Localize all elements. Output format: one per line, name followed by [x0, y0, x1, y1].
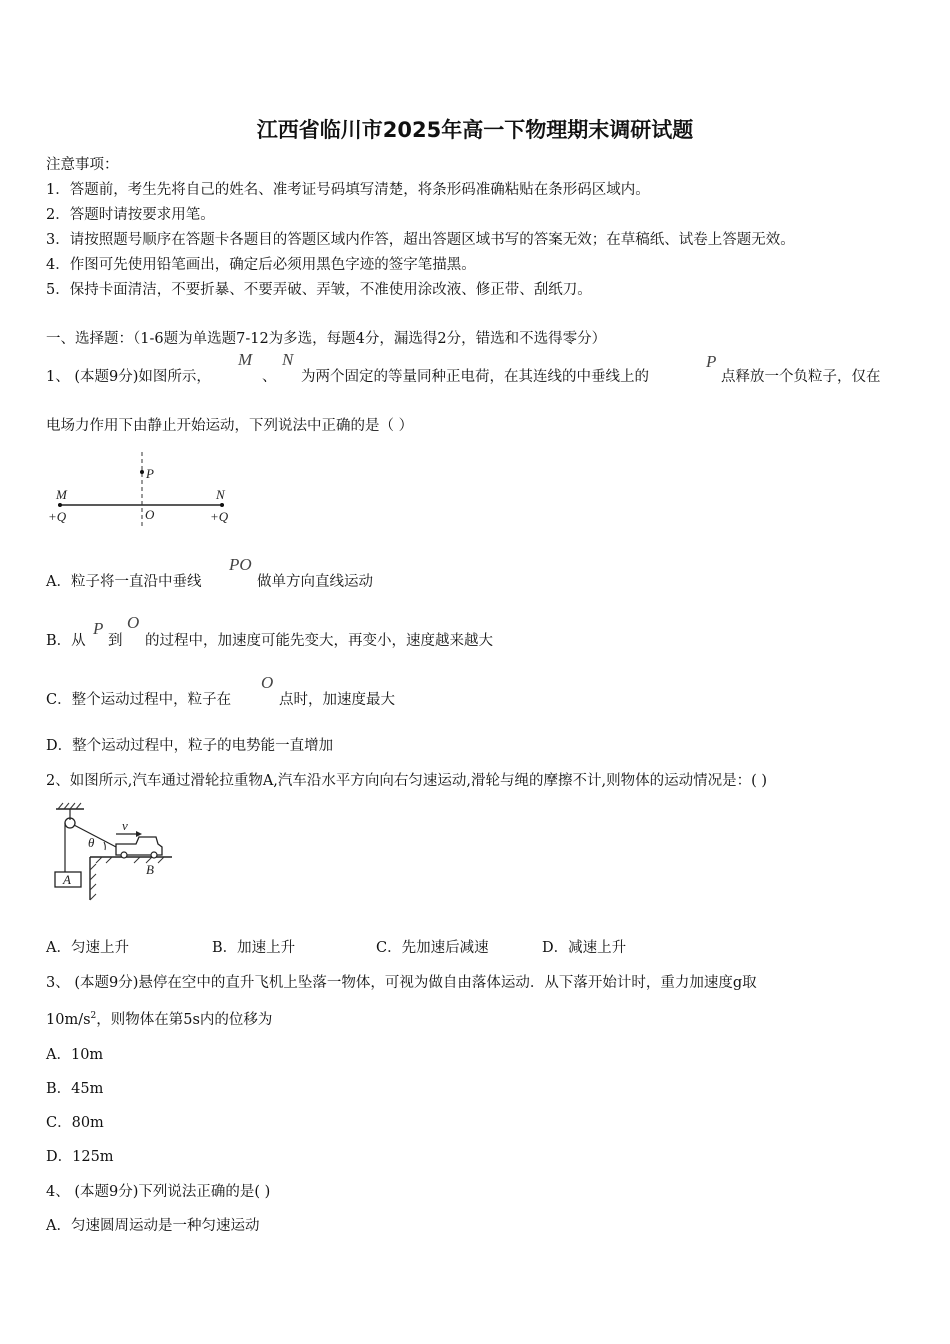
notice-item: 2．答题时请按要求用笔。 [46, 207, 215, 223]
q1-symbol-n: N [282, 350, 294, 369]
q3-option-c: C．80m [46, 1115, 104, 1131]
q3-stem-tail: ，则物体在第5s内的位移为 [96, 1012, 273, 1028]
q4-option-a: A．匀速圆周运动是一种匀速运动 [46, 1218, 260, 1234]
q4-stem: 4、 (本题9分)下列说法正确的是( ) [46, 1184, 271, 1200]
q3-stem-line1: 3、 (本题9分)悬停在空中的直升飞机上坠落一物体，可视为做自由落体运动．从下落开始计时，重力加速度g取 [46, 975, 757, 991]
q1-option-b-symbol-p: P [93, 619, 104, 638]
q3-option-d: D．125m [46, 1149, 114, 1165]
velocity-arrowhead [136, 831, 142, 837]
section-heading: 一、选择题：（1-6题为单选题7-12为多选，每题4分，漏选得2分，错选和不选得零分） [46, 331, 607, 347]
q2-option-d: D．减速上升 [542, 940, 627, 956]
q1-stem-part2: 为两个固定的等量同种正电荷，在其连线的中垂线上的 [301, 369, 649, 385]
label-theta: θ [88, 835, 95, 850]
q1-option-c-symbol-o: O [261, 673, 274, 692]
notice-item: 1．答题前，考生先将自己的姓名、准考证号码填写清楚，将条形码准确粘贴在条形码区域内。 [46, 182, 650, 198]
q1-option-b-part2: 到 [108, 633, 123, 649]
label-p: P [146, 466, 154, 481]
notice-item: 5．保持卡面清洁，不要折暴、不要弄破、弄皱，不准使用涂改液、修正带、刮纸刀。 [46, 282, 592, 298]
q1-figure [44, 448, 244, 534]
q1-stem-part1: 1、 (本题9分)如图所示， [46, 369, 211, 385]
q2-figure [46, 800, 176, 904]
label-v: v [122, 818, 128, 833]
q3-acceleration-value: 10m/s [46, 1012, 91, 1028]
charge-m-dot [58, 503, 62, 507]
notice-item: 4．作图可先使用铅笔画出，确定后必须用黑色字迹的签字笔描黑。 [46, 257, 476, 273]
label-charge-left: +Q [48, 509, 67, 524]
rope-slanted [74, 825, 118, 848]
truck-wheel-front [151, 852, 157, 858]
q2-option-c: C．先加速后减速 [376, 940, 489, 956]
q1-option-b-part1: B．从 [46, 633, 86, 649]
q1-stem-line2: 电场力作用下由静止开始运动，下列说法中正确的是（ ） [46, 418, 414, 434]
q3-option-b: B．45m [46, 1081, 104, 1097]
page-title: 江西省临川市2025年高一下物理期末调研试题 [256, 118, 694, 142]
label-m: M [56, 487, 67, 502]
q1-option-d: D．整个运动过程中，粒子的电势能一直增加 [46, 738, 334, 754]
label-a: A [63, 872, 71, 887]
notice-item: 3．请按照题号顺序在答题卡各题目的答题区域内作答，超出答题区域书写的答案无效；在草稿纸、试卷上答题无效。 [46, 232, 795, 248]
q1-option-b-part3: 的过程中，加速度可能先变大，再变小，速度越来越大 [145, 633, 493, 649]
notice-heading: 注意事项： [46, 157, 119, 173]
ceiling-hatch [58, 803, 81, 809]
q2-option-b: B．加速上升 [212, 940, 296, 956]
q2-stem: 2、如图所示,汽车通过滑轮拉重物A,汽车沿水平方向向右匀速运动,滑轮与绳的摩擦不计,则物体的运动情况是：( ) [46, 773, 768, 789]
angle-arc [104, 842, 105, 850]
truck-wheel-rear [121, 852, 127, 858]
point-p-dot [140, 470, 144, 474]
q2-option-a: A．匀速上升 [46, 940, 129, 956]
q3-stem-line2 [46, 1008, 272, 1029]
label-n: N [216, 487, 225, 502]
q1-symbol-m: M [238, 350, 253, 369]
label-charge-right: +Q [210, 509, 229, 524]
q1-symbol-p: P [706, 352, 717, 371]
q1-option-b-symbol-o: O [127, 613, 140, 632]
q1-stem-part3: 点释放一个负粒子，仅在 [721, 369, 881, 385]
q3-exponent: 2 [90, 1011, 97, 1022]
label-b: B [146, 862, 154, 877]
q1-separator: 、 [262, 369, 277, 385]
q1-option-a-symbol: PO [229, 555, 252, 574]
q1-option-c-part1: C．整个运动过程中，粒子在 [46, 692, 232, 708]
q1-option-a-part1: A．粒子将一直沿中垂线 [46, 574, 202, 590]
charge-n-dot [220, 503, 224, 507]
label-o: O [145, 507, 155, 522]
q3-option-a: A．10m [46, 1047, 104, 1063]
q1-option-c-part2: 点时，加速度最大 [279, 692, 395, 708]
q1-option-a-part2: 做单方向直线运动 [257, 574, 373, 590]
